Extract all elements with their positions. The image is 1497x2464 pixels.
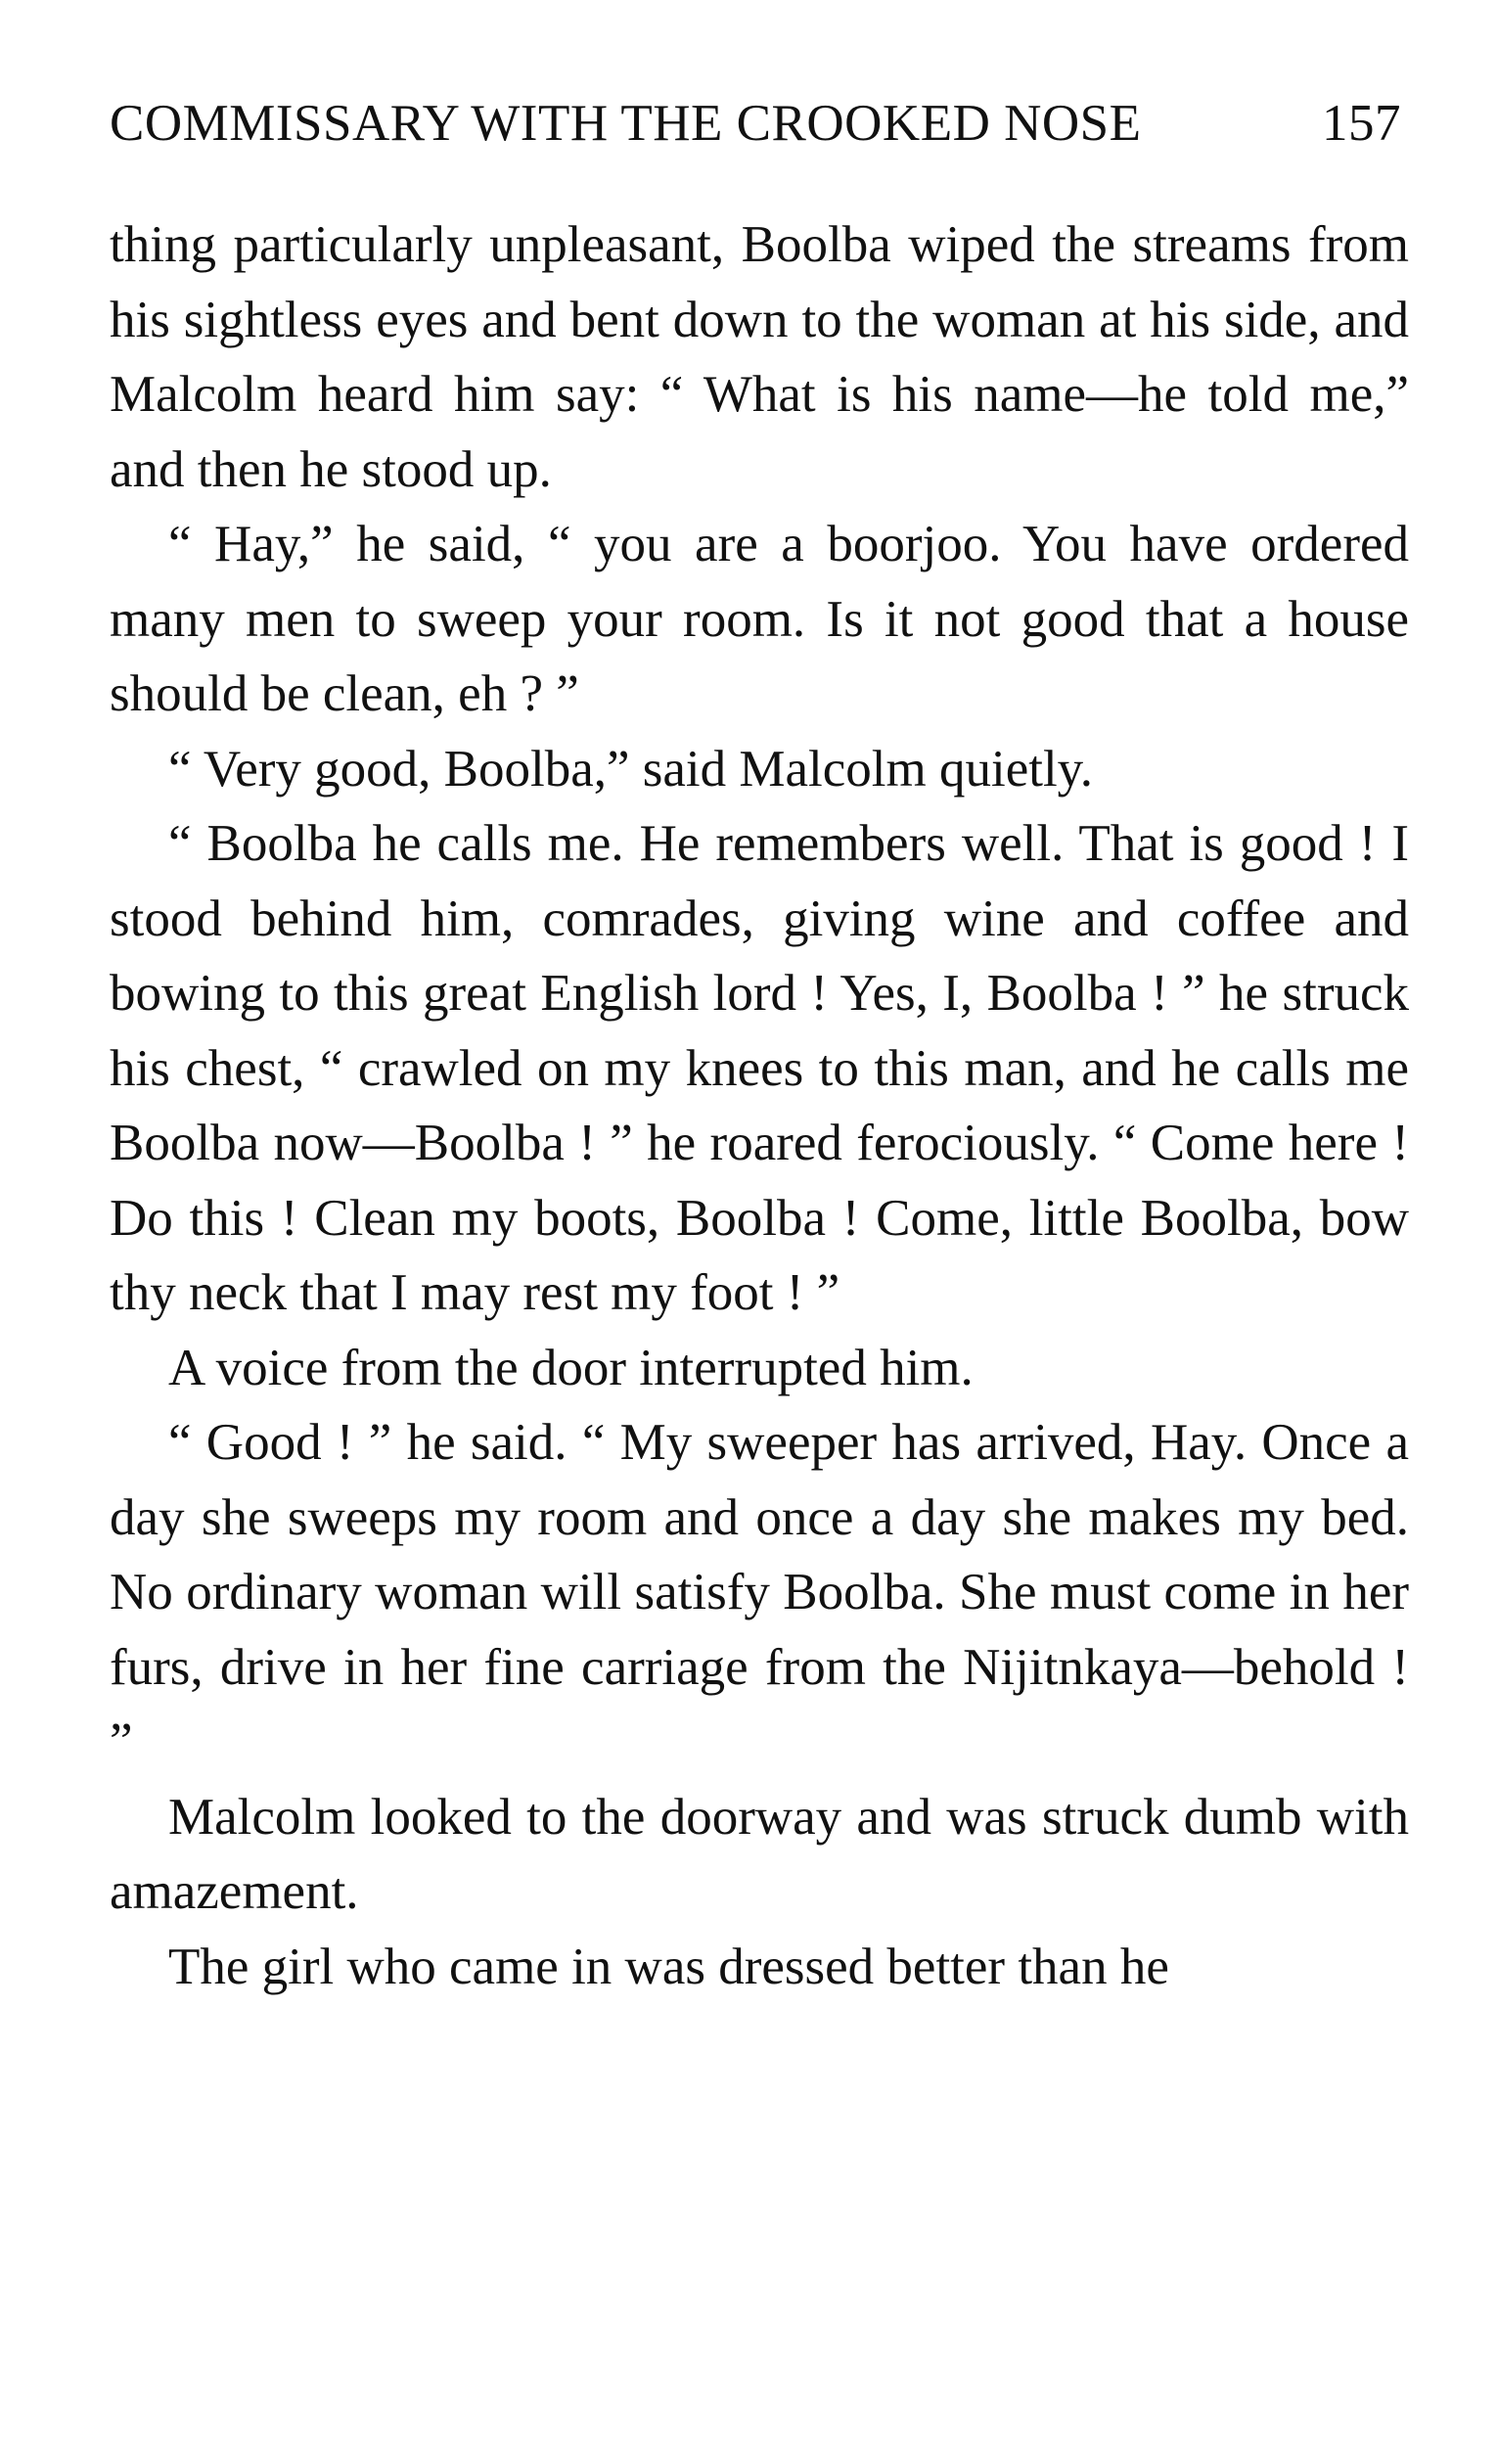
paragraph-1: thing particularly unpleasant, Boolba wiped the streams from his sightless eyes and bent down to the woman at his side, and Malcolm heard him say: “ What is his name—he told me,” and then he stood up. [110,216,1409,498]
chapter-title: COMMISSARY WITH THE CROOKED NOSE [110,95,1142,152]
body-text [110,207,1409,2004]
paragraph-5: A voice from the door interrupted him. [168,1339,974,1396]
paragraph-6: “ Good ! ” he said. “ My sweeper has arrived, Hay. Once a day she sweeps my room and once a day she makes my bed. No ordinary woman will satisfy Boolba. She must come in her furs, drive in her fine carriage from the Nijitnkaya—behold ! ” [110,1414,1409,1770]
paragraph-8: The girl who came in was dressed better than he [168,1938,1169,1995]
running-head [110,95,1409,207]
book-page [110,95,1409,2407]
paragraph-7: Malcolm looked to the doorway and was struck dumb with amazement. [110,1788,1409,1920]
paragraph-4: “ Boolba he calls me. He remembers well. That is good ! I stood behind him, comrades, giving wine and coffee and bowing to this great English lord ! Yes, I, Boolba ! ” he struck his chest, “ crawled on my knees to this man, and he calls me Boolba now—Boolba ! ” he roared ferociously. “ Come here ! Do this ! Clean my boots, Boolba ! Come, little Boolba, bow thy neck that I may rest my foot ! ” [110,815,1409,1321]
page-number: 157 [1322,95,1401,152]
paragraph-3: “ Very good, Boolba,” said Malcolm quietly. [168,740,1093,798]
paragraph-2: “ Hay,” he said, “ you are a boorjoo. You have ordered many men to sweep your room. Is it not good that a house should be clean, eh ? ” [110,516,1409,722]
